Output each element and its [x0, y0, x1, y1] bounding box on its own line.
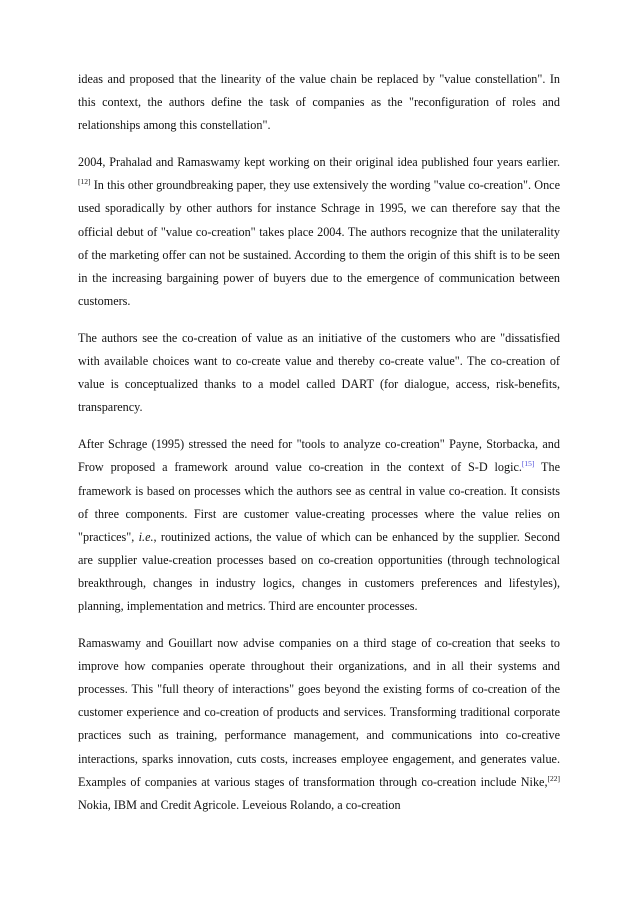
citation-15-link[interactable]: [15]	[521, 459, 535, 469]
paragraph-value-constellation: ideas and proposed that the linearity of the value chain be replaced by "value constellation". In this context, the authors define the task of companies as the "reconfiguration of roles and relationships among this constellation".	[78, 72, 560, 133]
paragraph-text: Ramaswamy and Gouillart now advise companies on a third stage of co-creation that seeks to improve how companies operate throughout their organizations, and in all their systems and processes. This "full theory of interactions" goes beyond the existing forms of co-creation of the customer experience and co-creation of products and services. Transforming traditional corporate practices such as training, performance management, and communications into co-creative interactions, sparks innovation, cuts costs, increases employee engagement, and generates value. Examples of companies at various stages of transformation through co-creation include Nike,	[78, 636, 560, 789]
paragraph-sd-logic-framework	[78, 433, 560, 618]
paragraph-text: Nokia, IBM and Credit Agricole. Leveious Rolando, a co-creation	[78, 797, 401, 812]
paragraph-text: The framework is based on processes which the authors see as central in value co-creation. It consists of three components. First are customer value-creating processes where the value relies on "practices",	[78, 460, 560, 544]
paragraph-text: 2004, Prahalad and Ramaswamy kept working on their original idea published four years earlier.	[78, 155, 560, 170]
citation-22[interactable]: [22]	[547, 773, 560, 783]
paragraph-third-stage	[78, 632, 560, 817]
paragraph-dart-model: The authors see the co-creation of value as an initiative of the customers who are "dissatisfied with available choices want to co-create value and thereby co-create value". The co-creation of value is conceptualized thanks to a model called DART (for dialogue, access, risk-benefits, transparency.	[78, 330, 560, 415]
paragraph-prahalad-ramaswamy	[78, 151, 560, 313]
paragraph-text: In this other groundbreaking paper, they use extensively the wording "value co-creation". Once used sporadically by other authors for instance Schrage in 1995, we can therefore say that the official debut of "value co-creation" takes place 2004. The authors recognize that the unilaterality of the marketing offer can not be sustained. According to them the origin of this shift is to be seen in the increasing bargaining power of buyers due to the emergence of communication between customers.	[78, 178, 560, 308]
paragraph-text: , routinized actions, the value of which can be enhanced by the supplier. Second are supplier value-creation processes based on co-creation opportunities (through technological breakthrough, changes in industry logics, changes in customers preferences and lifestyles), planning, implementation and metrics. Third are encounter processes.	[78, 529, 561, 613]
citation-12[interactable]: [12]	[78, 177, 91, 187]
ie-italic: i.e.	[138, 529, 154, 544]
paragraph-text: After Schrage (1995) stressed the need for "tools to analyze co-creation" Payne, Storbacka, and Frow proposed a framework around value co-creation in the context of S-D logic.	[78, 437, 560, 475]
